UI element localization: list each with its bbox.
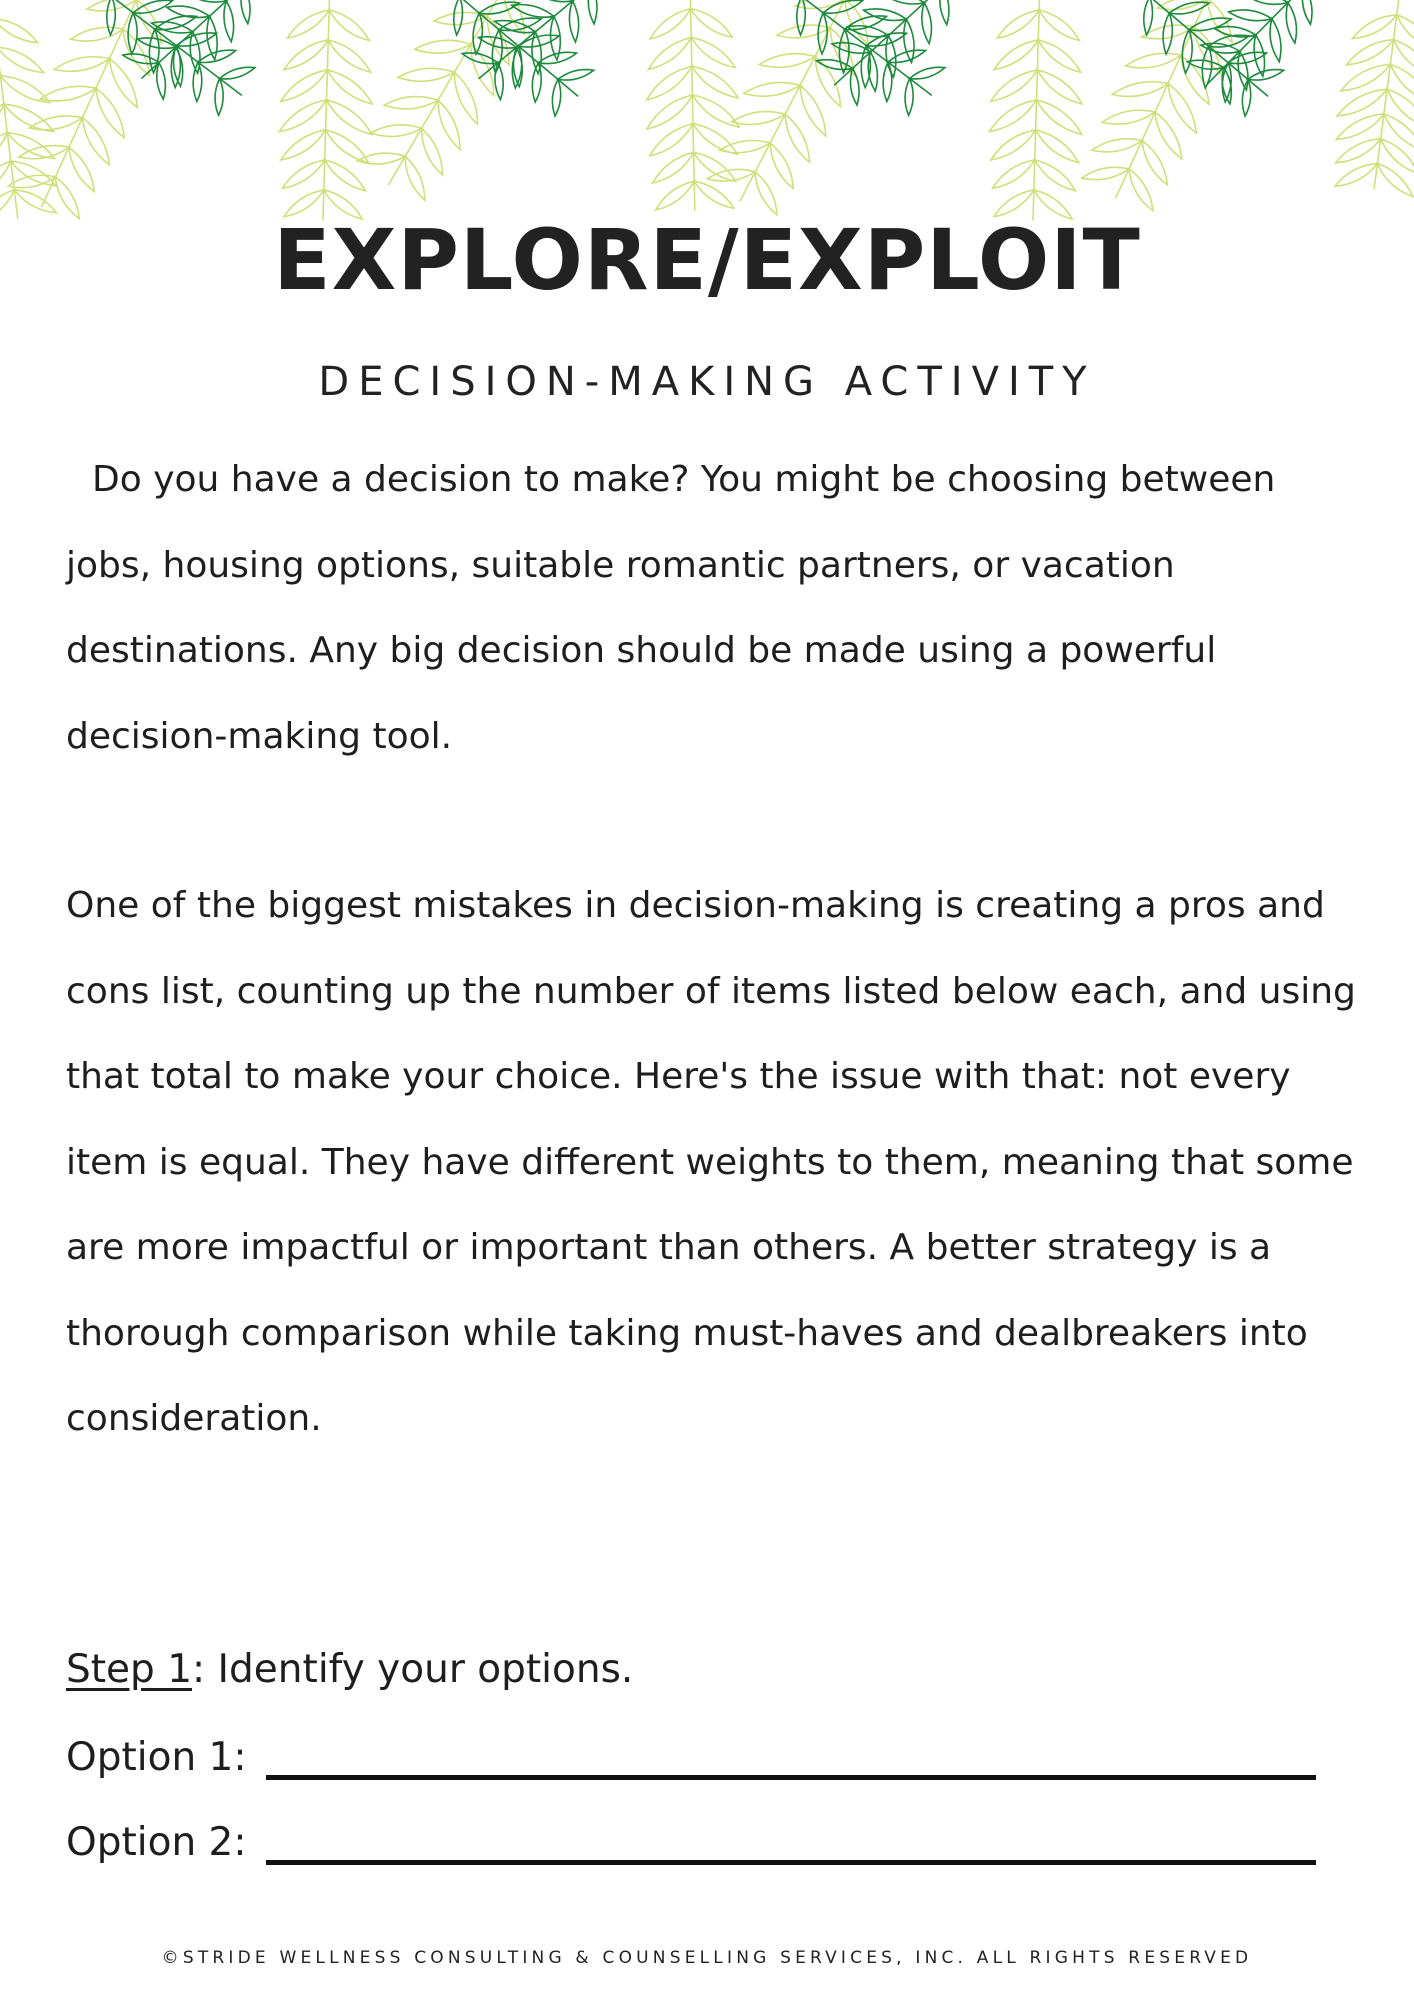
step-1-text: : Identify your options. [192, 1647, 634, 1692]
option-2-label: Option 2: [66, 1820, 247, 1865]
option-2-field[interactable] [66, 1813, 1316, 1873]
leaf-branches-icon [0, 0, 1414, 230]
intro-paragraph: Do you have a decision to make? You might be choosing between jobs, housing options, suitable romantic partners, or vacation destinations. Any big decision should be made using a powerful decision-making tool. [66, 459, 1276, 757]
page-subtitle: DECISION-MAKING ACTIVITY [318, 359, 1096, 405]
option-2-blank-line[interactable] [266, 1860, 1316, 1865]
option-1-field[interactable] [66, 1728, 1316, 1788]
step-1-heading [66, 1640, 633, 1700]
option-1-blank-line[interactable] [266, 1775, 1316, 1780]
explanation-paragraph: One of the biggest mistakes in decision-making is creating a pros and cons list, counting up the number of items listed below each, and using that total to make your choice. Here's the issue with that: not every item is equal. They have different weights to them, meaning that some are more impactful or important than others. A better strategy is a thorough comparison while taking must-haves and dealbreakers into consideration. [66, 885, 1356, 1439]
page-title: EXPLORE/EXPLOIT [273, 211, 1141, 309]
step-1-label: Step 1 [66, 1647, 193, 1692]
option-1-label: Option 1: [66, 1735, 247, 1780]
copyright-footer: ©STRIDE WELLNESS CONSULTING & COUNSELLING SERVICES, INC. ALL RIGHTS RESERVED [161, 1948, 1253, 1968]
